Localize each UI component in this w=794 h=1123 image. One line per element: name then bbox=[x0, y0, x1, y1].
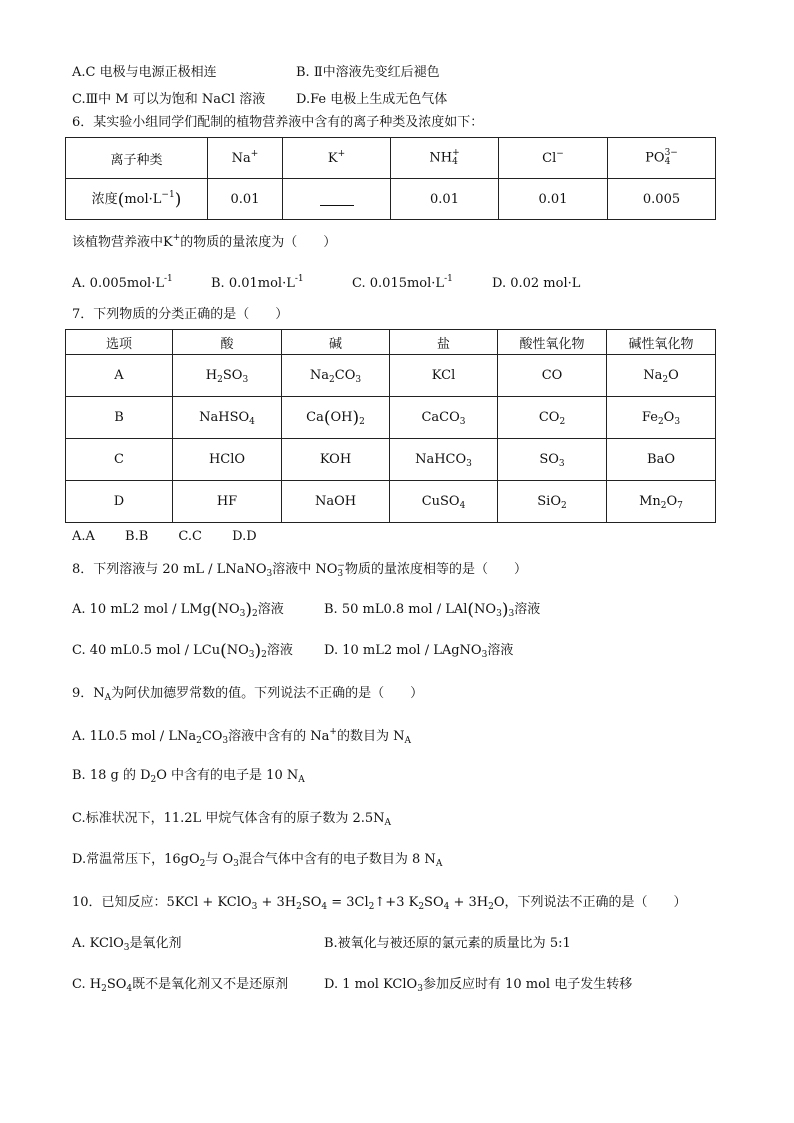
text: O，下列说法不正确的是（ ） bbox=[493, 895, 687, 910]
text: 是氧化剂 bbox=[129, 936, 182, 951]
q7-header-salt: 盐 bbox=[390, 330, 498, 355]
q5-option-d: D.Fe 电极上生成无色气体 bbox=[296, 92, 448, 107]
text: = 3Cl bbox=[327, 895, 369, 910]
text: D. 1 mol KClO bbox=[324, 977, 418, 992]
q6-value-k-blank bbox=[283, 179, 391, 220]
q10-option-a: A. KClO$_3$是氧化剂 bbox=[72, 936, 182, 953]
q9-option-d: D.常温常压下，$16gO_2$与 $O_3$混合气体中含有的电子数目为 8 $N_A$ bbox=[72, 852, 443, 869]
text: 的数目为 N bbox=[336, 729, 405, 744]
text: 9． bbox=[72, 686, 94, 701]
q9-option-b: B. 18 g 的 $D_2O$ 中含有的电子是 10 $N_A$ bbox=[72, 768, 305, 785]
text: 物质的量浓度相等的是（ ） bbox=[344, 562, 527, 577]
q7-cell: $Na_2O$ bbox=[607, 355, 716, 397]
q5-option-c: C.Ⅲ中 M 可以为饱和 NaCl 溶液 bbox=[72, 92, 266, 107]
text: 的物质的量浓度为（ ） bbox=[180, 235, 337, 250]
text: C.标准状况下，11.2L 甲烷气体含有的原子数为 2.5N bbox=[72, 811, 385, 826]
q7-header-acidic-oxide: 酸性氧化物 bbox=[498, 330, 607, 355]
text: 10．已知反应：5KCl + KClO bbox=[72, 895, 252, 910]
ion-charge: − bbox=[556, 148, 564, 159]
q10-option-c: C. $H_2SO_4$既不是氧化剂又不是还原剂 bbox=[72, 977, 289, 994]
q6-value-cl: 0.01 bbox=[499, 179, 608, 220]
q6-ion-table bbox=[65, 137, 716, 220]
q7-header-base: 碱 bbox=[282, 330, 390, 355]
text: 混合气体中含有的电子数目为 8 N bbox=[238, 852, 436, 867]
q6-ion-na bbox=[208, 138, 283, 179]
q7-cell-label: B bbox=[66, 397, 173, 439]
q9-stem bbox=[72, 685, 423, 703]
label-text: 浓度 bbox=[91, 192, 118, 207]
q6-ion-nh4 bbox=[391, 138, 499, 179]
q7-header-row bbox=[66, 330, 716, 355]
option-label: C. bbox=[352, 276, 366, 291]
option-exponent: -1 bbox=[444, 274, 453, 284]
option-exponent: -1 bbox=[163, 274, 173, 284]
text: 该植物营养液中 bbox=[72, 235, 164, 250]
text: SO bbox=[106, 977, 127, 992]
q7-stem: 7．下列物质的分类正确的是（ ） bbox=[72, 307, 289, 322]
ion-subscript: 4 bbox=[664, 157, 671, 167]
q7-cell: $SO_3$ bbox=[498, 439, 607, 481]
q6-value-na: 0.01 bbox=[208, 179, 283, 220]
q8-option-d: D. 10 mL2 mol / LAgNO$_3$溶液 bbox=[324, 643, 514, 660]
option-label: A. bbox=[72, 276, 86, 291]
q6-option-d bbox=[492, 275, 580, 293]
q7-header-option: 选项 bbox=[66, 330, 173, 355]
ion-base: K bbox=[327, 150, 338, 166]
q10-option-b: B.被氧化与被还原的氯元素的质量比为 5:1 bbox=[324, 936, 571, 951]
text: + 3H bbox=[449, 895, 489, 910]
q8-option-b: B. 50 mL0.8 mol / $LAl(NO_3)_3$溶液 bbox=[324, 600, 541, 620]
q7-cell-label: D bbox=[66, 481, 173, 523]
text: C. H bbox=[72, 977, 102, 992]
option-label: B. bbox=[211, 276, 225, 291]
text: 参加反应时有 10 mol 电子发生转移 bbox=[422, 977, 633, 992]
text: 3 bbox=[266, 569, 273, 579]
q6-value-nh4: 0.01 bbox=[391, 179, 499, 220]
text: A bbox=[104, 693, 112, 703]
ion-charge: 3− bbox=[664, 148, 678, 158]
q5-option-a: A.C 电极与电源正极相连 bbox=[72, 65, 217, 80]
text: 溶液 bbox=[514, 602, 541, 617]
q7-cell: HClO bbox=[173, 439, 282, 481]
q7-cell: $Mn_2O_7$ bbox=[607, 481, 716, 523]
q9-option-a: A. 1L0.5 mol / $LNa_2CO_3$溶液中含有的 Na+的数目为 $N_A$ bbox=[72, 727, 411, 746]
q8-option-a: A. 10 mL2 mol / $LMg(NO_3)_2$溶液 bbox=[72, 600, 284, 620]
text: 溶液 bbox=[487, 643, 514, 658]
text: N bbox=[93, 686, 105, 701]
text: + 3H bbox=[257, 895, 297, 910]
ion-base: PO bbox=[645, 150, 665, 166]
q7-cell-label: A bbox=[66, 355, 173, 397]
unit-text: mol·L bbox=[124, 192, 162, 207]
q7-answer-options: A.A B.B C.C D.D bbox=[72, 529, 257, 544]
q7-cell: BaO bbox=[607, 439, 716, 481]
q7-row-c bbox=[66, 439, 716, 481]
text: ↑+3 K bbox=[374, 895, 419, 910]
q7-cell: $Na_2CO_3$ bbox=[282, 355, 390, 397]
q7-cell: CO bbox=[498, 355, 607, 397]
text: 为阿伏加德罗常数的值。下列说法不正确的是（ ） bbox=[111, 686, 424, 701]
option-value: 0.02 mol·L bbox=[510, 276, 581, 291]
q7-cell: NaOH bbox=[282, 481, 390, 523]
q7-cell: KOH bbox=[282, 439, 390, 481]
q7-cell: NaHCO$_3$ bbox=[390, 439, 498, 481]
q6-value-po4: 0.005 bbox=[608, 179, 716, 220]
q6-stem: 6．某实验小组同学们配制的植物营养液中含有的离子种类及浓度如下： bbox=[72, 115, 484, 130]
q7-cell: $Fe_2O_3$ bbox=[607, 397, 716, 439]
text: 8．下列溶液与 20 mL / LNaNO bbox=[72, 562, 267, 577]
text: O 中含有的电子是 10 N bbox=[156, 768, 299, 783]
q6-option-b bbox=[211, 275, 304, 293]
q8-stem bbox=[72, 561, 527, 579]
text: D. 10 mL2 mol / LAgNO bbox=[324, 643, 482, 658]
text: D.常温常压下，16gO bbox=[72, 852, 200, 867]
ion-base: Cl bbox=[542, 150, 557, 166]
q6-ion-row bbox=[66, 138, 716, 179]
q7-cell-label: C bbox=[66, 439, 173, 481]
q7-cell: CaCO$_3$ bbox=[390, 397, 498, 439]
text: 既不是氧化剂又不是还原剂 bbox=[132, 977, 289, 992]
ion-base: NH bbox=[429, 150, 453, 166]
text: CO bbox=[201, 729, 223, 744]
text: A. 1L0.5 mol / LNa bbox=[72, 729, 197, 744]
text: 溶液 bbox=[266, 643, 293, 658]
q5-option-b: B. Ⅱ中溶液先变红后褪色 bbox=[296, 65, 440, 80]
q6-ion-cl bbox=[499, 138, 608, 179]
text: B. 18 g 的 D bbox=[72, 768, 151, 783]
q6-ion-k bbox=[283, 138, 391, 179]
q8-option-c: C. 40 mL0.5 mol / $LCu(NO_3)_2$溶液 bbox=[72, 641, 293, 661]
text: 溶液 bbox=[257, 602, 284, 617]
text: SO bbox=[301, 895, 322, 910]
text: + bbox=[172, 233, 181, 243]
text: SO bbox=[424, 895, 444, 910]
text: A. KClO bbox=[72, 936, 124, 951]
q6-value-row bbox=[66, 179, 716, 220]
q6-option-a bbox=[72, 275, 173, 293]
ion-subscript: 4 bbox=[452, 157, 458, 167]
text: 与 O bbox=[205, 852, 234, 867]
q7-cell: SiO$_2$ bbox=[498, 481, 607, 523]
text: C. 40 mL0.5 mol / LCu bbox=[72, 643, 221, 658]
q7-header-acid: 酸 bbox=[173, 330, 282, 355]
text: B. 50 mL0.8 mol / LAl bbox=[324, 602, 468, 617]
text: 3 bbox=[337, 568, 344, 579]
unit-exponent: −1 bbox=[161, 190, 175, 200]
q6-row2-label: 浓度$(mol\cdot L^{-1})$ bbox=[66, 179, 208, 220]
q7-cell: CuSO$_4$ bbox=[390, 481, 498, 523]
ion-charge: + bbox=[250, 148, 259, 159]
answer-blank bbox=[320, 193, 354, 206]
q7-row-a bbox=[66, 355, 716, 397]
q7-cell: $CO_2$ bbox=[498, 397, 607, 439]
q9-option-c: C.标准状况下，11.2L 甲烷气体含有的原子数为 $2.5N_A$ bbox=[72, 811, 392, 828]
text: A. 10 mL2 mol / LMg bbox=[72, 602, 211, 617]
text: − bbox=[337, 560, 345, 571]
q7-row-d bbox=[66, 481, 716, 523]
q7-header-basic-oxide: 碱性氧化物 bbox=[607, 330, 716, 355]
q6-option-c bbox=[352, 275, 453, 293]
ion-base: Na bbox=[231, 150, 251, 166]
q10-option-d: D. 1 mol KClO$_3$参加反应时有 10 mol 电子发生转移 bbox=[324, 977, 633, 994]
option-exponent: -1 bbox=[294, 274, 304, 284]
ion-charge: + bbox=[452, 148, 460, 158]
q7-cell: NaHSO$_4$ bbox=[173, 397, 282, 439]
q10-stem: 10．已知反应：5KCl + KClO$_3$ + $3H_2SO_4$ = $3Cl_2↑+3$ $K_2SO_4 + 3H_2O$，下列说法不正确的是（ ） bbox=[72, 895, 687, 912]
q6-ion-po4 bbox=[608, 138, 716, 179]
option-label: D. bbox=[492, 276, 507, 291]
option-value: 0.005mol·L bbox=[89, 276, 164, 291]
ion-charge: + bbox=[337, 148, 346, 159]
text: 溶液中 NO bbox=[272, 562, 338, 577]
q6-question bbox=[72, 234, 336, 252]
q6-row1-label: 离子种类 bbox=[66, 138, 208, 179]
q7-cell: HF bbox=[173, 481, 282, 523]
q7-classification-table bbox=[65, 329, 716, 523]
text: 溶液中含有的 Na bbox=[228, 729, 330, 744]
option-value: 0.015mol·L bbox=[369, 276, 445, 291]
q7-row-b bbox=[66, 397, 716, 439]
q7-cell: $Ca(OH)_2$ bbox=[282, 397, 390, 439]
text: K bbox=[163, 235, 173, 250]
option-value: 0.01mol·L bbox=[228, 276, 295, 291]
q7-cell: $H_2SO_3$ bbox=[173, 355, 282, 397]
q7-cell: KCl bbox=[390, 355, 498, 397]
